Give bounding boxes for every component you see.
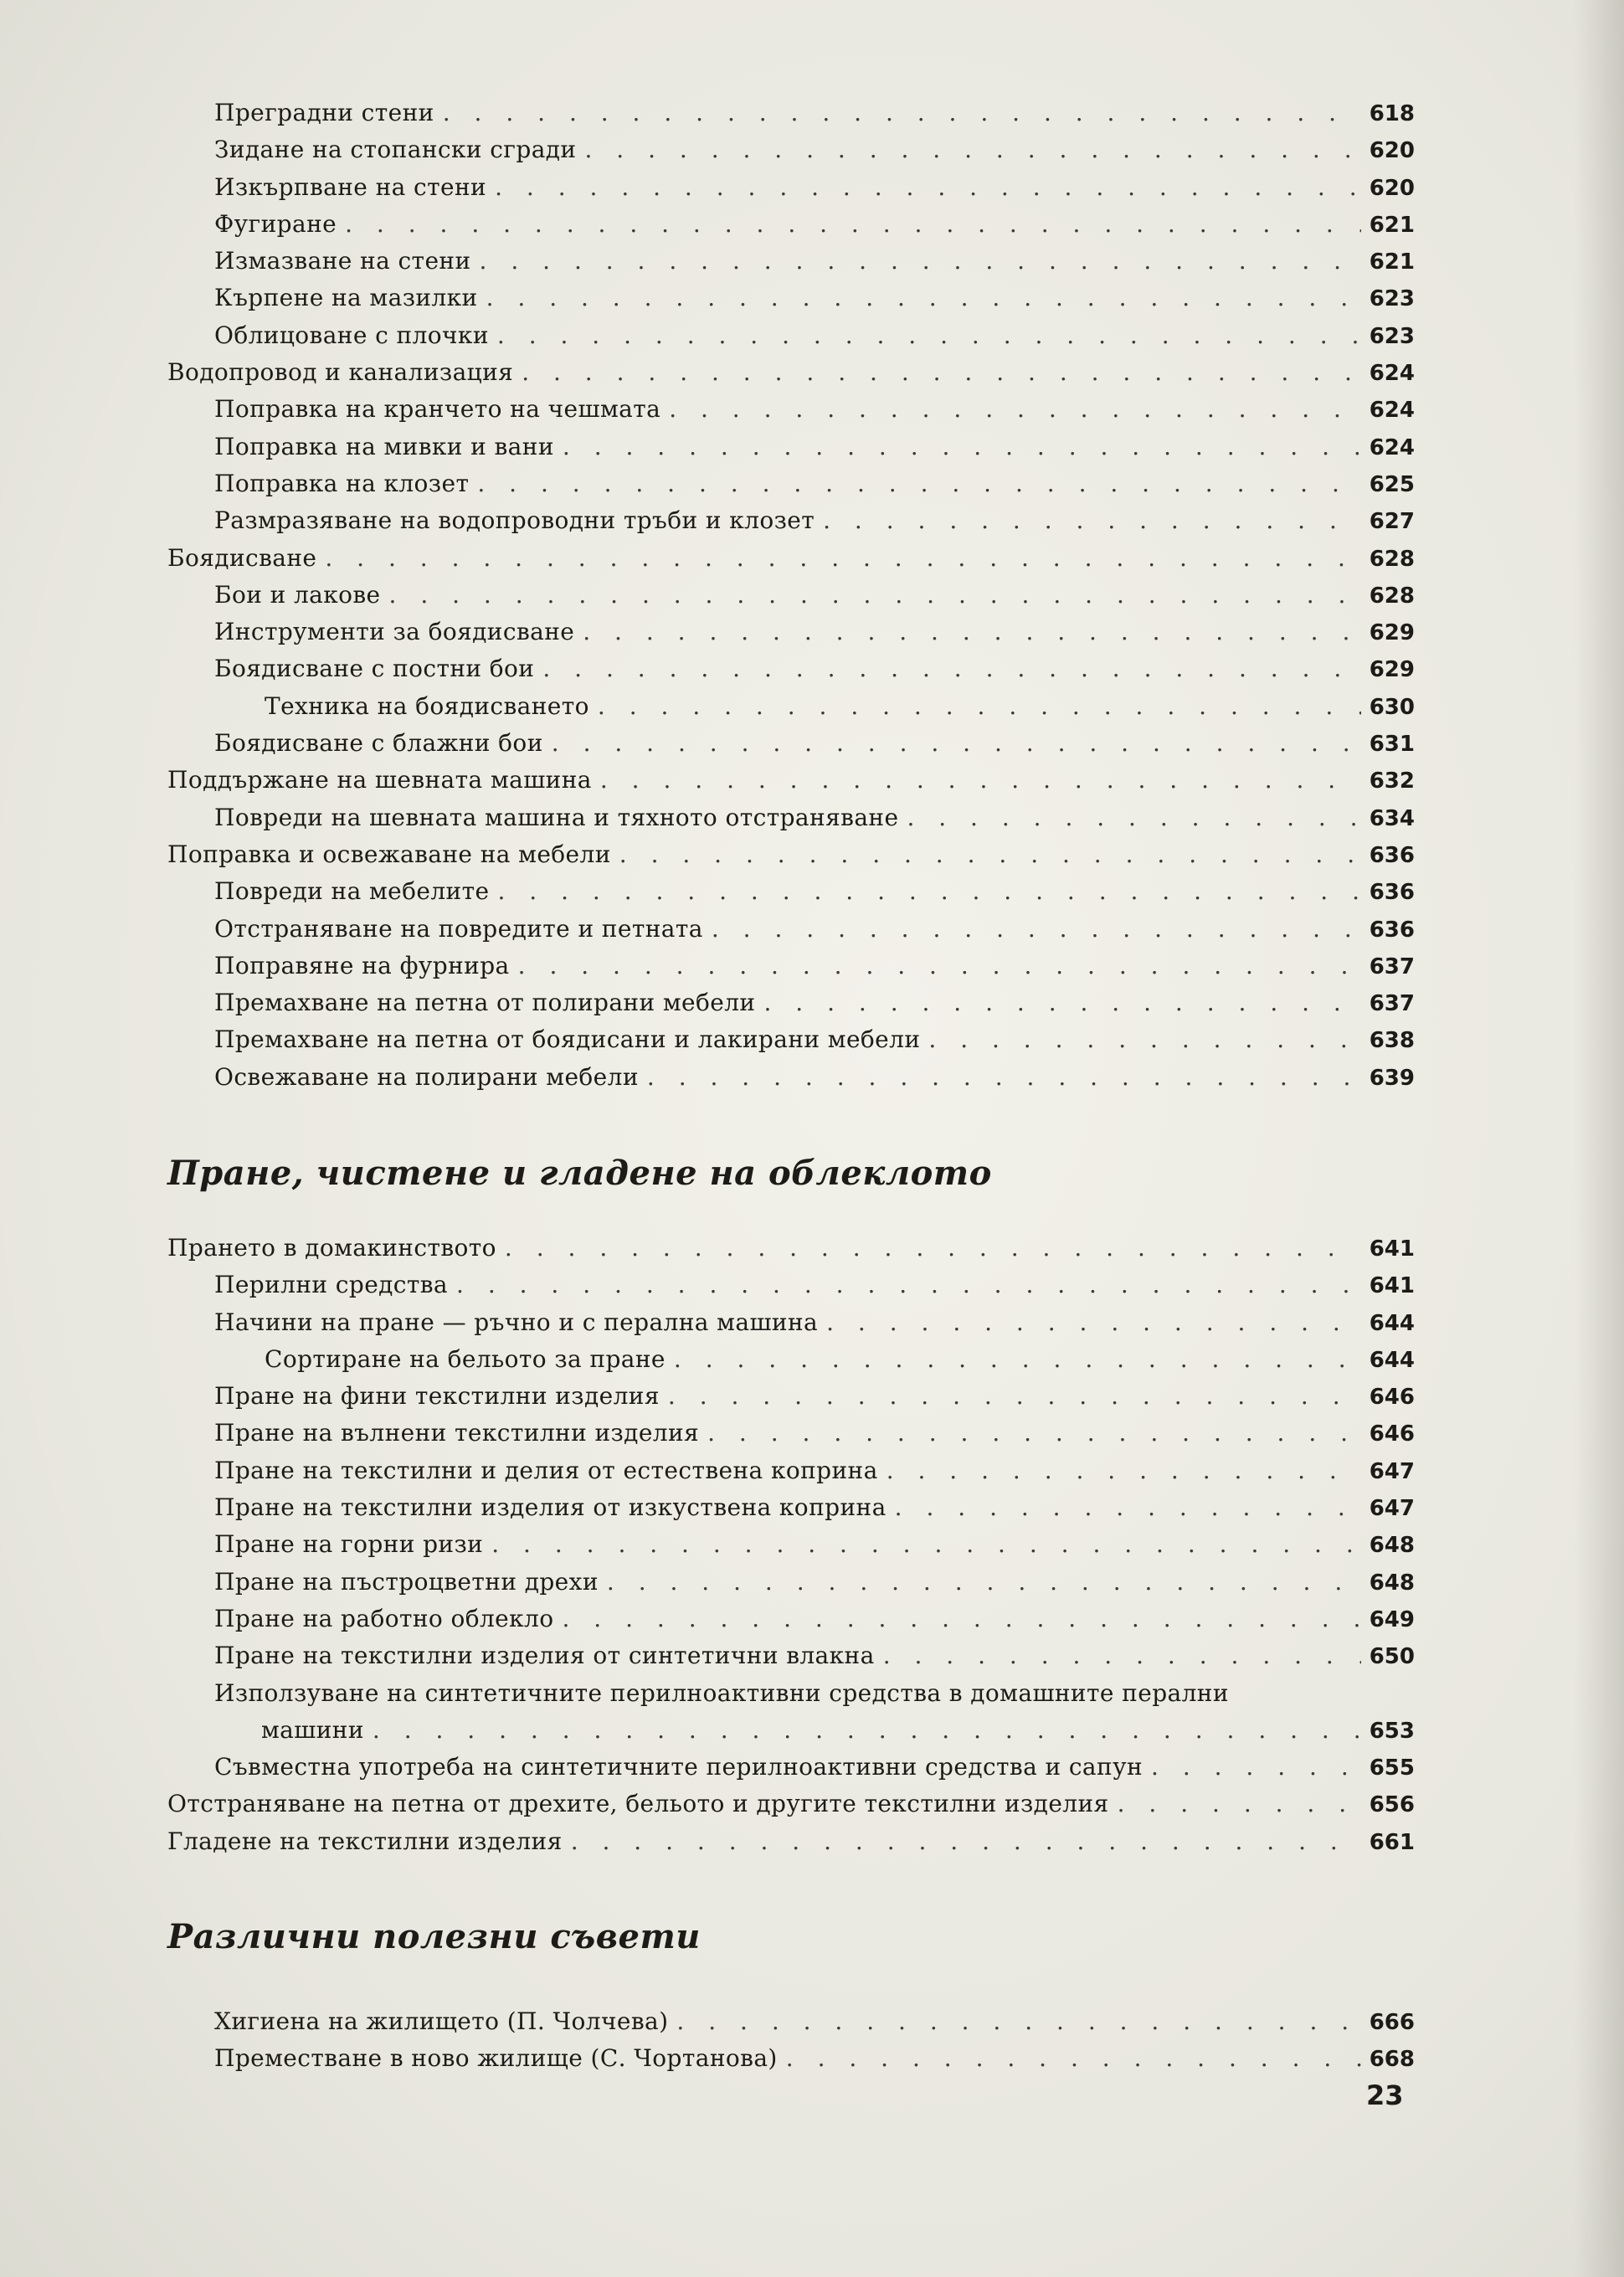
toc-entry bbox=[167, 1345, 1415, 1382]
toc-entry-page: 646 bbox=[1369, 1421, 1415, 1447]
toc-entry-label: Съвместна употреба на синтетичните перилноактивни средства и сапун bbox=[214, 1753, 1143, 1781]
toc-entry-label: Начини на пране — ръчно и с перална машина bbox=[214, 1308, 819, 1336]
toc-entry-label: Повреди на шевната машина и тяхното отстраняване bbox=[214, 803, 899, 831]
toc-entry-label: Използуване на синтетичните перилноактивни средства в домашните перални bbox=[214, 1678, 1229, 1707]
toc-entry-page: 641 bbox=[1369, 1236, 1415, 1262]
toc-entry-page: 639 bbox=[1369, 1065, 1415, 1091]
toc-entry-label: Премахване на петна от боядисани и лакирани мебели bbox=[214, 1025, 921, 1054]
dot-leader bbox=[480, 247, 1361, 275]
toc-entry-label: Поправка на клозет bbox=[214, 469, 470, 497]
toc-entry bbox=[167, 173, 1415, 210]
toc-entry-page: 629 bbox=[1369, 657, 1415, 683]
toc-entry bbox=[167, 692, 1415, 729]
dot-leader bbox=[598, 692, 1361, 720]
toc-entry-page: 668 bbox=[1369, 2047, 1415, 2073]
toc-entry bbox=[167, 618, 1415, 655]
toc-entry bbox=[167, 1063, 1415, 1100]
toc-entry bbox=[167, 210, 1415, 247]
toc-section-construction bbox=[167, 99, 1415, 1100]
dot-leader bbox=[1151, 1753, 1361, 1781]
dot-leader bbox=[668, 1382, 1361, 1410]
toc-entry-page: 620 bbox=[1369, 175, 1415, 201]
dot-leader bbox=[823, 506, 1361, 534]
toc-entry bbox=[167, 655, 1415, 691]
toc-entry-label: Пране на вълнени текстилни изделия bbox=[214, 1419, 700, 1447]
toc-entry-page: 624 bbox=[1369, 398, 1415, 424]
toc-entry-wrapped-line2 bbox=[167, 1716, 1415, 1753]
toc-entry-page: 655 bbox=[1369, 1755, 1415, 1781]
toc-entry bbox=[167, 99, 1415, 136]
toc-entry-page: 647 bbox=[1369, 1496, 1415, 1522]
toc-entry-label: Пране на текстилни изделия от изкуствена коприна bbox=[214, 1493, 887, 1522]
toc-entry-label: Водопровод и канализация bbox=[167, 358, 514, 387]
toc-entry bbox=[167, 284, 1415, 321]
dot-leader bbox=[583, 618, 1360, 645]
dot-leader bbox=[647, 1063, 1361, 1091]
toc-entry-label: Отстраняване на петна от дрехите, бельото и другите текстилни изделия bbox=[167, 1790, 1109, 1818]
toc-entry bbox=[167, 136, 1415, 172]
dot-leader bbox=[585, 136, 1361, 163]
toc-entry-page: 636 bbox=[1369, 917, 1415, 943]
toc-entry-label: Поправяне на фурнира bbox=[214, 951, 510, 979]
toc-entry-page: 623 bbox=[1369, 323, 1415, 349]
toc-entry-page: 641 bbox=[1369, 1273, 1415, 1299]
toc-entry-label: Хигиена на жилището (П. Чолчева) bbox=[214, 2007, 669, 2035]
toc-entry-page: 636 bbox=[1369, 880, 1415, 906]
toc-entry-label: Поддържане на шевната машина bbox=[167, 766, 592, 794]
toc-entry-label: Инструменти за боядисване bbox=[214, 618, 575, 646]
toc-entry bbox=[167, 395, 1415, 432]
dot-leader bbox=[505, 1234, 1361, 1262]
toc-entry bbox=[167, 1025, 1415, 1062]
toc-entry bbox=[167, 544, 1415, 581]
toc-entry-page: 627 bbox=[1369, 509, 1415, 535]
dot-leader bbox=[497, 877, 1360, 905]
toc-entry-page: 634 bbox=[1369, 805, 1415, 831]
dot-leader bbox=[389, 581, 1361, 609]
toc-entry bbox=[167, 1568, 1415, 1605]
toc-entry-page: 650 bbox=[1369, 1644, 1415, 1670]
toc-entry-label: Боядисване с постни бои bbox=[214, 655, 535, 683]
toc-entry-page: 631 bbox=[1369, 732, 1415, 758]
dot-leader bbox=[563, 433, 1361, 460]
dot-leader bbox=[491, 1530, 1360, 1558]
toc-entry-label: Пране на пъстроцветни дрехи bbox=[214, 1567, 599, 1596]
toc-entry-page: 646 bbox=[1369, 1385, 1415, 1411]
toc-entry-page: 666 bbox=[1369, 2010, 1415, 2035]
toc-section-laundry bbox=[167, 1234, 1415, 1864]
dot-leader bbox=[928, 1025, 1360, 1053]
section-title-useful-tips: Различни полезни съвети bbox=[167, 1917, 701, 1956]
dot-leader bbox=[443, 99, 1361, 126]
dot-leader bbox=[619, 840, 1361, 868]
dot-leader bbox=[600, 766, 1361, 794]
toc-entry bbox=[167, 840, 1415, 877]
dot-leader bbox=[325, 544, 1360, 572]
toc-entry-page: 644 bbox=[1369, 1310, 1415, 1336]
toc-entry-label: Отстраняване на повредите и петната bbox=[214, 914, 703, 943]
dot-leader bbox=[676, 2007, 1360, 2035]
toc-entry bbox=[167, 581, 1415, 618]
toc-entry-label: Бои и лакове bbox=[214, 580, 381, 609]
toc-entry-label: Зидане на стопански сгради bbox=[214, 136, 577, 164]
toc-entry bbox=[167, 1790, 1415, 1827]
toc-entry-label: Поправка и освежаване на мебели bbox=[167, 840, 611, 868]
toc-entry-page: 632 bbox=[1369, 768, 1415, 794]
toc-entry-label: Гладене на текстилни изделия bbox=[167, 1827, 563, 1855]
toc-entry-label: Освежаване на полирани мебели bbox=[214, 1062, 639, 1091]
toc-entry-label: Боядисване с блажни бои bbox=[214, 729, 543, 758]
dot-leader bbox=[669, 395, 1361, 423]
toc-entry bbox=[167, 247, 1415, 284]
toc-entry bbox=[167, 358, 1415, 395]
toc-entry bbox=[167, 766, 1415, 803]
dot-leader bbox=[895, 1493, 1361, 1521]
toc-entry bbox=[167, 433, 1415, 470]
toc-entry bbox=[167, 989, 1415, 1025]
toc-entry bbox=[167, 1753, 1415, 1790]
toc-entry-label: Облицоване с плочки bbox=[214, 321, 489, 349]
dot-leader bbox=[887, 1457, 1361, 1484]
toc-entry bbox=[214, 2044, 1415, 2081]
toc-entry-page: 656 bbox=[1369, 1792, 1415, 1818]
toc-entry-label: Техника на боядисването bbox=[265, 691, 589, 720]
dot-leader bbox=[883, 1642, 1361, 1669]
toc-entry-label: Размразяване на водопроводни тръби и клозет bbox=[214, 506, 815, 535]
toc-entry-label: Кърпене на мазилки bbox=[214, 284, 478, 312]
toc-entry-page: 623 bbox=[1369, 286, 1415, 312]
toc-entry-page: 649 bbox=[1369, 1606, 1415, 1632]
dot-leader bbox=[542, 655, 1360, 682]
toc-entry-label: Измазване на стени bbox=[214, 247, 471, 275]
dot-leader bbox=[495, 173, 1361, 201]
dot-leader bbox=[764, 989, 1361, 1016]
toc-entry-page: 629 bbox=[1369, 620, 1415, 646]
toc-entry-label: Боядисване bbox=[167, 543, 317, 572]
toc-entry bbox=[167, 804, 1415, 840]
toc-entry-label: Преместване в ново жилище (С. Чортанова) bbox=[214, 2044, 778, 2073]
toc-entry-label: Премахване на петна от полирани мебели bbox=[214, 989, 756, 1017]
dot-leader bbox=[562, 1605, 1360, 1632]
toc-entry-page: 624 bbox=[1369, 434, 1415, 460]
toc-section-useful-tips bbox=[214, 2007, 1415, 2082]
section-title-laundry: Пране, чистене и гладене на облеклото bbox=[167, 1154, 992, 1193]
toc-entry bbox=[167, 729, 1415, 766]
dot-leader bbox=[1118, 1790, 1361, 1817]
dot-leader bbox=[907, 804, 1360, 831]
toc-entry bbox=[167, 470, 1415, 506]
toc-entry bbox=[167, 1457, 1415, 1493]
dot-leader bbox=[786, 2044, 1361, 2072]
toc-entry-page: 648 bbox=[1369, 1570, 1415, 1596]
toc-entry-label: Поправка на кранчето на чешмата bbox=[214, 395, 661, 424]
toc-entry-page: 636 bbox=[1369, 842, 1415, 868]
dot-leader bbox=[607, 1568, 1361, 1596]
toc-entry-page: 618 bbox=[1369, 101, 1415, 126]
toc-entry bbox=[167, 1605, 1415, 1642]
toc-entry-label: Преградни стени bbox=[214, 99, 434, 126]
toc-entry bbox=[167, 877, 1415, 914]
toc-entry-label: Поправка на мивки и вани bbox=[214, 432, 554, 460]
toc-entry bbox=[167, 1827, 1415, 1864]
toc-entry-page: 628 bbox=[1369, 546, 1415, 572]
page-number: 23 bbox=[1366, 2079, 1404, 2111]
dot-leader bbox=[552, 729, 1361, 757]
toc-entry-page: 621 bbox=[1369, 249, 1415, 275]
toc-entry-page: 648 bbox=[1369, 1533, 1415, 1559]
toc-entry bbox=[167, 1382, 1415, 1419]
toc-entry bbox=[167, 1234, 1415, 1271]
toc-entry-label: Изкърпване на стени bbox=[214, 172, 487, 201]
toc-entry-label: Повреди на мебелите bbox=[214, 877, 490, 906]
toc-entry-label: Перилни средства bbox=[214, 1271, 449, 1299]
toc-entry-page: 620 bbox=[1369, 138, 1415, 164]
toc-entry-page: 637 bbox=[1369, 991, 1415, 1017]
toc-entry-page: 661 bbox=[1369, 1829, 1415, 1855]
dot-leader bbox=[712, 915, 1361, 943]
toc-entry-page: 647 bbox=[1369, 1458, 1415, 1484]
toc-entry bbox=[167, 506, 1415, 543]
dot-leader bbox=[571, 1827, 1361, 1855]
dot-leader bbox=[373, 1716, 1361, 1744]
toc-entry-label: Прането в домакинството bbox=[167, 1234, 496, 1262]
toc-entry-label: Сортиране на бельото за пране bbox=[265, 1344, 666, 1373]
toc-entry bbox=[167, 915, 1415, 952]
dot-leader bbox=[477, 470, 1360, 497]
dot-leader bbox=[486, 284, 1361, 311]
toc-entry-label: Пране на горни ризи bbox=[214, 1530, 484, 1559]
toc-entry-wrapped-line1 bbox=[167, 1679, 1415, 1716]
toc-entry bbox=[167, 1308, 1415, 1345]
toc-entry bbox=[167, 952, 1415, 989]
toc-entry-page: 628 bbox=[1369, 583, 1415, 609]
dot-leader bbox=[345, 210, 1361, 238]
dot-leader bbox=[456, 1271, 1361, 1298]
dot-leader bbox=[518, 952, 1361, 979]
dot-leader bbox=[707, 1419, 1361, 1447]
dot-leader bbox=[674, 1345, 1361, 1373]
toc-entry-page: 630 bbox=[1369, 694, 1415, 720]
dot-leader bbox=[826, 1308, 1361, 1336]
toc-entry-page: 644 bbox=[1369, 1347, 1415, 1373]
toc-entry-label: Пране на текстилни и делия от естествена коприна bbox=[214, 1456, 878, 1484]
toc-entry-label: Пране на фини текстилни изделия bbox=[214, 1382, 660, 1411]
toc-entry-label: машини bbox=[261, 1715, 364, 1744]
toc-entry bbox=[214, 2007, 1415, 2044]
toc-entry-page: 624 bbox=[1369, 361, 1415, 387]
dot-leader bbox=[522, 358, 1361, 386]
toc-entry bbox=[167, 1271, 1415, 1308]
toc-entry bbox=[167, 1419, 1415, 1456]
toc-entry bbox=[167, 321, 1415, 358]
toc-entry bbox=[167, 1642, 1415, 1678]
dot-leader bbox=[497, 321, 1361, 349]
toc-entry bbox=[167, 1493, 1415, 1530]
toc-entry bbox=[167, 1530, 1415, 1567]
toc-entry-page: 625 bbox=[1369, 471, 1415, 497]
toc-entry-label: Пране на работно облекло bbox=[214, 1604, 554, 1632]
toc-entry-label: Пране на текстилни изделия от синтетични влакна bbox=[214, 1642, 875, 1670]
toc-entry-label: Фугиране bbox=[214, 209, 337, 238]
toc-entry-page: 638 bbox=[1369, 1028, 1415, 1054]
toc-entry-page: 637 bbox=[1369, 953, 1415, 979]
toc-entry-page: 621 bbox=[1369, 212, 1415, 238]
toc-entry-page: 653 bbox=[1369, 1718, 1415, 1744]
